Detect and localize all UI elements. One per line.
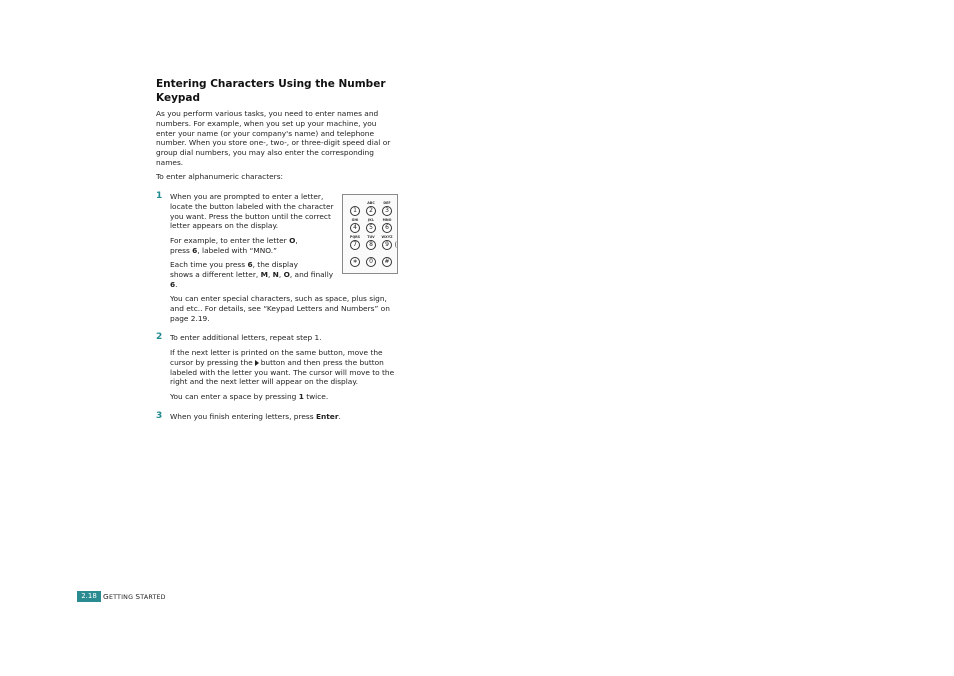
letter-n: N xyxy=(272,269,279,279)
enter-key: Enter xyxy=(315,412,339,421)
section-title xyxy=(156,78,416,105)
key-0: 0 xyxy=(366,257,376,267)
key-6: 6 xyxy=(382,223,392,233)
keypad-edge-mark xyxy=(395,241,399,248)
key-7: 7 xyxy=(350,240,360,250)
example-text: , xyxy=(295,236,298,245)
step-line: locate the button labeled with the character xyxy=(170,201,334,211)
key-9: 9 xyxy=(382,240,392,250)
key-5: 5 xyxy=(366,223,376,233)
step-3-line: . xyxy=(338,412,341,421)
next-text: cursor by pressing the xyxy=(170,357,253,367)
step-2-number: 2 xyxy=(156,332,163,342)
example-line-1 xyxy=(170,236,340,246)
step-3-number: 3 xyxy=(156,411,163,421)
key-label-tuv: TUV xyxy=(367,235,375,239)
key-1: 1 xyxy=(350,206,360,216)
key-label-def: DEF xyxy=(383,201,391,205)
digit-6: 6 xyxy=(170,279,176,289)
chapter-text: TARTED xyxy=(140,594,166,601)
key-hash: # xyxy=(382,257,392,267)
lead-text: To enter alphanumeric characters: xyxy=(156,172,284,181)
step-3-line: When you finish entering letters, press xyxy=(170,412,316,421)
next-line: If the next letter is printed on the same button, move the xyxy=(170,348,383,357)
key-label-abc: ABC xyxy=(367,201,375,205)
title-line-2: Keypad xyxy=(156,91,201,104)
chapter-text: ETTING xyxy=(108,594,134,601)
step-1-text xyxy=(170,192,342,231)
step-1-each-time xyxy=(170,260,342,289)
intro-line: numbers. For example, when you set up your machine, you xyxy=(156,118,377,128)
step-line: you want. Press the button until the correct xyxy=(170,211,331,221)
key-label-jkl: JKL xyxy=(368,218,374,222)
intro-paragraph xyxy=(156,109,406,168)
keypad-illustration xyxy=(342,194,398,274)
key-label-wxyz: WXYZ xyxy=(381,235,393,239)
letter-m: M xyxy=(260,269,268,279)
step-3-text xyxy=(170,412,341,422)
step-2-text: To enter additional letters, repeat step 1. xyxy=(170,333,322,342)
next-text: button and then press the button xyxy=(260,357,384,367)
intro-line: number. When you store one-, two-, or three-digit speed dial or xyxy=(156,138,391,148)
each-text: . xyxy=(175,279,178,289)
key-3: 3 xyxy=(382,206,392,216)
example-line-2 xyxy=(170,246,340,256)
example-text: press xyxy=(170,245,193,255)
right-arrow-icon xyxy=(255,360,259,366)
key-1: 1 xyxy=(298,392,304,401)
step-1-number: 1 xyxy=(156,191,163,201)
key-4: 4 xyxy=(350,223,360,233)
next-line: labeled with the letter you want. The cursor will move to the xyxy=(170,367,395,377)
key-6: 6 xyxy=(192,245,198,255)
chapter-initial: S xyxy=(135,592,141,601)
step-line: When you are prompted to enter a letter, xyxy=(170,192,324,201)
step-1-special xyxy=(170,294,410,323)
key-label-ghi: GHI xyxy=(351,218,359,222)
space-text: You can enter a space by pressing xyxy=(170,392,299,401)
separator: , xyxy=(267,269,273,279)
key-8: 8 xyxy=(366,240,376,250)
letter-o: O xyxy=(283,269,290,279)
space-text: twice. xyxy=(303,392,329,401)
each-line-2 xyxy=(170,270,342,280)
example-text: , labeled with “MNO.” xyxy=(197,245,277,255)
special-line: and etc.. For details, see “Keypad Letters and Numbers” on xyxy=(170,303,390,313)
each-text: Each time you press xyxy=(170,260,248,269)
step-2-next-letter xyxy=(170,348,410,387)
each-text: , and finally xyxy=(289,269,334,279)
intro-line: group dial numbers, you may also enter the corresponding xyxy=(156,148,374,158)
chapter-title xyxy=(103,591,166,603)
each-line-1 xyxy=(170,260,342,270)
special-line: You can enter special characters, such as space, plus sign, xyxy=(170,294,387,303)
title-line-1: Entering Characters Using the Number xyxy=(156,78,386,90)
step-line: letter appears on the display. xyxy=(170,221,279,231)
next-line-with-arrow xyxy=(170,358,410,368)
intro-line: enter your name (or your company's name) and telephone xyxy=(156,128,375,138)
key-2: 2 xyxy=(366,206,376,216)
example-text: For example, to enter the letter xyxy=(170,236,290,245)
key-label-mno: MNO xyxy=(382,218,392,222)
next-line: right and the next letter will appear on the display. xyxy=(170,377,358,387)
each-text: , the display xyxy=(252,260,299,269)
key-label-pqrs: PQRS xyxy=(349,235,361,239)
step-2-space xyxy=(170,392,328,402)
step-1-example xyxy=(170,236,340,256)
chapter-initial: G xyxy=(103,592,109,601)
each-line-3 xyxy=(170,280,342,290)
intro-line: As you perform various tasks, you need to enter names and xyxy=(156,109,379,118)
page-number-badge: 2.18 xyxy=(77,591,101,602)
key-6: 6 xyxy=(247,260,253,269)
intro-line: names. xyxy=(156,157,184,167)
letter-o: O xyxy=(289,236,296,245)
each-text: shows a different letter, xyxy=(170,269,261,279)
separator: , xyxy=(278,269,284,279)
special-line: page 2.19. xyxy=(170,313,210,323)
key-star: ∗ xyxy=(350,257,360,267)
